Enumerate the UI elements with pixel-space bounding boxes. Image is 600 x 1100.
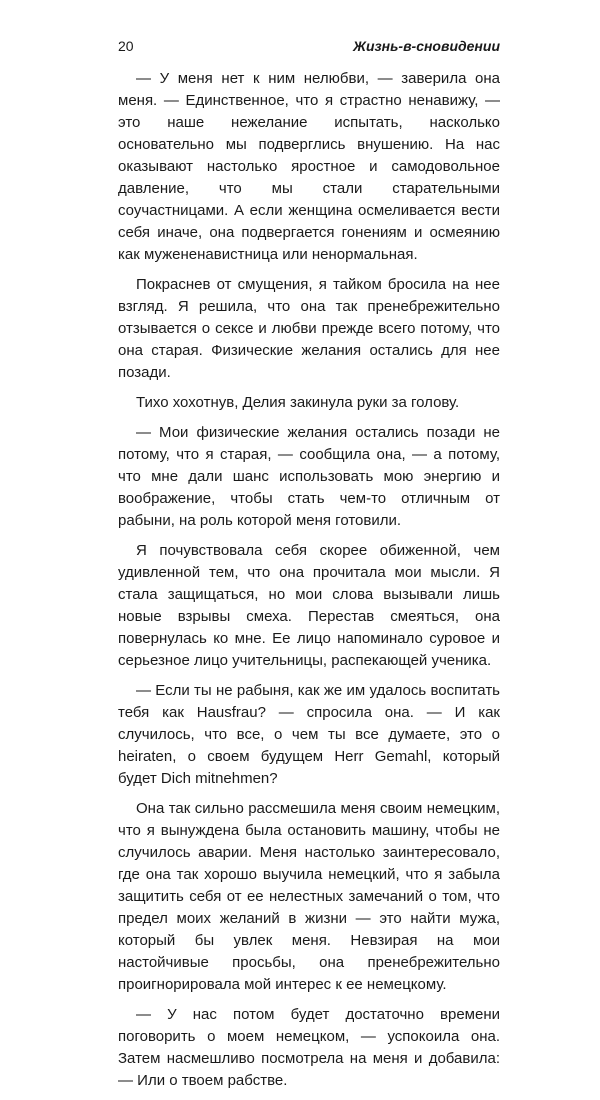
paragraph: Я почувствовала себя скорее обиженной, чем удивленной тем, что она прочитала мои мысли. Я стала защищаться, но мои слова вызывали лишь новые взрывы смеха. Перестав смеяться, она повернулась ко мне. Ее лицо напоминало суровое и серьезное лицо учительницы, распекающей ученика.: [118, 542, 500, 669]
page-header: [118, 38, 500, 58]
paragraph: — У меня нет к ним нелюбви, — заверила она меня. — Единственное, что я страстно ненавижу, — это наше нежелание испытать, насколько основательно мы подверглись внушению. На нас оказывают настолько яростное и самодовольное давление, что мы стали старательными соучастницами. А если женщина осмеливается вести себя иначе, она подвергается гонениям и осмеянию как мужененавистница или ненормальная.: [118, 70, 500, 263]
running-title: Жизнь-в-сновидении: [352, 38, 500, 54]
paragraph: Покраснев от смущения, я тайком бросила на нее взгляд. Я решила, что она так пренебрежительно отзывается о сексе и любви прежде всего потому, что она старая. Физические желания остались для нее позади.: [118, 276, 500, 381]
page-number: 20: [118, 38, 134, 54]
paragraph: Тихо хохотнув, Делия закинула руки за голову.: [136, 394, 460, 411]
page-body: [118, 68, 500, 1100]
paragraph: — У нас потом будет достаточно времени поговорить о моем немецком, — успокоила она. Затем насмешливо посмотрела на меня и добавила: — Или о твоем рабстве.: [118, 1006, 500, 1089]
paragraph: Она так сильно рассмешила меня своим немецким, что я вынуждена была остановить машину, чтобы не случилось аварии. Меня настолько заинтересовало, где она так хорошо выучила немецкий, что я забыла защитить себя от ее нелестных замечаний о том, что предел моих желаний в жизни — это найти мужа, который бы увлек меня. Невзирая на мои настойчивые просьбы, она пренебрежительно проигнорировала мой интерес к ее немецкому.: [118, 800, 500, 993]
paragraph: — Если ты не рабыня, как же им удалось воспитать тебя как Hausfrau? — спросила она. — И как случилось, что все, о чем ты все думаете, это о heiraten, о своем будущем Herr Gemahl, который будет Dich mitnehmen?: [118, 682, 500, 787]
paragraph: — Мои физические желания остались позади не потому, что я старая, — сообщила она, — а потому, что мне дали шанс использовать мою энергию и воображение, чтобы стать чем-то отличным от рабыни, на роль которой меня готовили.: [118, 424, 500, 529]
